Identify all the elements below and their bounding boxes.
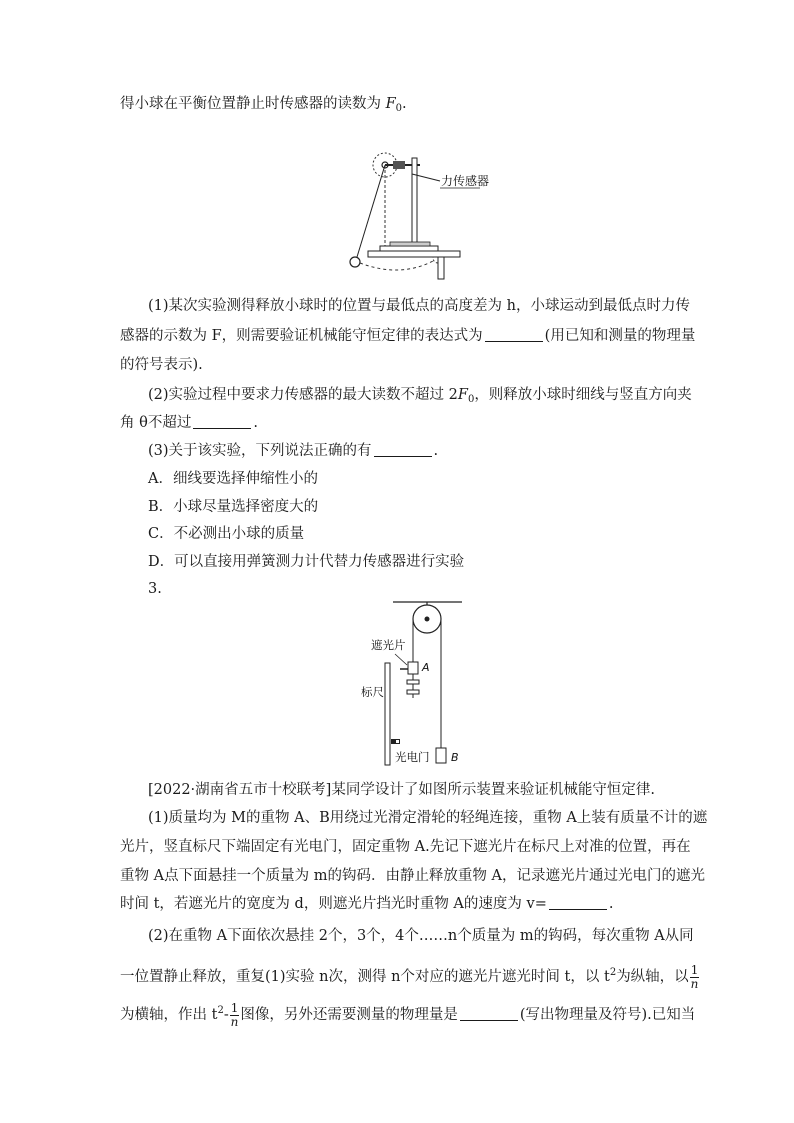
force-sensor <box>393 161 405 169</box>
q2-part1-line3: 的符号表示). <box>120 357 203 373</box>
q2-part3-stem <box>148 441 438 461</box>
q3-part2-line2-text: 一位置静止释放，重复(1)实验 n次，测得 n个对应的遮光片遮光时间 t，以 t <box>120 969 610 985</box>
option-d: D．可以直接用弹簧测力计代替力传感器进行实验 <box>148 554 465 570</box>
answer-blank-choices[interactable] <box>374 442 432 457</box>
fraction-one-over-n-2 <box>230 1002 240 1029</box>
q3-part1-line4 <box>120 894 613 914</box>
weight-a-label: A <box>422 661 430 674</box>
q2-part2-line2 <box>120 413 258 433</box>
q2-part3-stem-period: . <box>433 443 439 459</box>
fraction-numerator: 1 <box>690 962 699 977</box>
q2-part2-text: (2)实验过程中要求力传感器的最大读数不超过 2 <box>148 387 458 403</box>
q3-part2-line3-tail: 图像，另外还需要测量的物理量是 <box>240 1007 458 1023</box>
question-number: 3. <box>148 581 162 597</box>
photogate-window <box>396 740 399 743</box>
q2-part3-stem-text: (3)关于该实验，下列说法正确的有 <box>148 443 372 459</box>
q2-part1-line2-text: 感器的示数为 F，则需要验证机械能守恒定律的表达式为 <box>120 328 483 344</box>
shade-pointer <box>395 654 407 665</box>
intro-period: . <box>402 96 407 112</box>
t-squared-sup-2: 2 <box>217 1005 224 1016</box>
pendulum-string <box>357 165 385 257</box>
trajectory-arc <box>360 261 433 270</box>
pulley-axle <box>425 617 430 622</box>
hook-weight-2 <box>407 690 419 694</box>
photogate-label: 光电门 <box>395 750 430 764</box>
ball-released <box>350 257 360 267</box>
weight-b-label: B <box>451 751 459 764</box>
q3-part1-line4-period: . <box>608 896 614 912</box>
q3-part1-line3: 重物 A点下面悬挂一个质量为 m的钩码．由静止释放重物 A，记录遮光片通过光电门的遮光 <box>120 868 706 884</box>
q2-part1-line2-tail: (用已知和测量的物理量 <box>544 328 696 344</box>
q3-part1-line4-text: 时间 t，若遮光片的宽度为 d，则遮光片挡光时重物 A的速度为 v= <box>120 896 547 912</box>
fraction-one-over-n <box>690 964 700 991</box>
q3-part2-line2 <box>120 956 700 994</box>
fraction-denominator-2: n <box>230 1014 239 1029</box>
q3-part2-line2-mid: 为纵轴，以 <box>616 969 689 985</box>
q3-part2-line3 <box>120 994 695 1032</box>
option-c: C．不必测出小球的质量 <box>148 526 305 542</box>
figure-force-sensor-pendulum <box>340 150 490 285</box>
figure-pulley-apparatus <box>355 595 490 770</box>
option-a: A．细线要选择伸缩性小的 <box>148 471 318 487</box>
shade-plate-label: 遮光片 <box>371 638 406 652</box>
q3-part2-line3-dash: - <box>223 1007 229 1023</box>
weight-b <box>436 748 446 763</box>
q2-part2-text-tail: ，则释放小球时细线与竖直方向夹 <box>474 387 692 403</box>
q2-part2-line2-text: 角 θ不超过 <box>120 415 192 431</box>
answer-blank-expression[interactable] <box>485 327 543 342</box>
q2-part2-line1 <box>148 385 692 410</box>
table-top <box>368 251 460 257</box>
t-squared-sup: 2 <box>609 967 617 978</box>
force-symbol-2: F <box>457 387 468 403</box>
intro-text: 得小球在平衡位置静止时传感器的读数为 <box>120 96 386 112</box>
q2-part2-line2-period: . <box>253 415 258 431</box>
fraction-denominator: n <box>690 976 699 991</box>
ruler-label: 标尺 <box>361 685 384 699</box>
intro-line <box>120 94 407 119</box>
fraction-numerator-2: 1 <box>230 1000 239 1015</box>
q3-source: [2022·湖南省五市十校联考]某同学设计了如图所示装置来验证机械能守恒定律. <box>148 782 655 798</box>
answer-blank-quantity[interactable] <box>460 1006 518 1021</box>
q3-part2-line1: (2)在重物 A下面依次悬挂 2个，3个，4个……n个质量为 m的钩码，每次重物 A从同 <box>148 928 694 944</box>
force-subscript: 0 <box>395 103 403 114</box>
base-top <box>390 242 430 246</box>
q2-part1-line2 <box>120 326 695 346</box>
option-b: B．小球尽量选择密度大的 <box>148 499 319 515</box>
force-sensor-label: 力传感器 <box>441 174 490 188</box>
q3-part2-line3-end: (写出物理量及符号).已知当 <box>519 1007 696 1023</box>
base-plate <box>380 246 438 251</box>
hook-weight-1 <box>407 680 419 684</box>
q3-part1-line1: (1)质量均为 M的重物 A、B用绕过光滑定滑轮的轻绳连接，重物 A上装有质量不计的遮 <box>148 810 708 826</box>
q3-part2-line3-text: 为横轴，作出 t <box>120 1007 218 1023</box>
ruler <box>385 663 390 765</box>
table-leg <box>438 257 444 279</box>
answer-blank-angle[interactable] <box>193 414 251 429</box>
force-symbol: F <box>385 96 396 112</box>
q3-part1-line2: 光片，竖直标尺下端固定有光电门，固定重物 A.先记下遮光片在标尺上对准的位置，再在 <box>120 839 691 855</box>
force-subscript-2: 0 <box>467 394 475 405</box>
answer-blank-velocity[interactable] <box>549 895 607 910</box>
q2-part1-line1: (1)某次实验测得释放小球时的位置与最低点的高度差为 h，小球运动到最低点时力传 <box>148 298 690 314</box>
weight-a <box>408 662 418 674</box>
support-post <box>412 158 417 256</box>
